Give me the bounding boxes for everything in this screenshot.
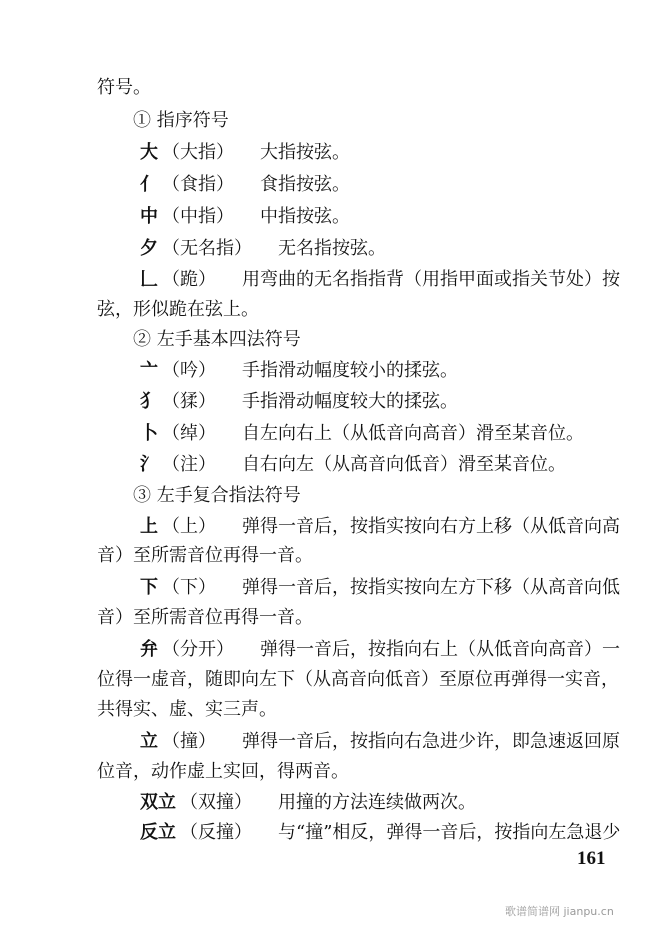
- text-line: 共得实、虚、实三声。: [97, 699, 277, 720]
- symbol-name: （食指）: [162, 174, 234, 195]
- fingering-symbol: 反立: [140, 822, 176, 843]
- section-heading: ① 指序符号: [133, 110, 229, 131]
- fingering-symbol: 夕: [140, 238, 158, 259]
- fingering-symbol: 上: [140, 516, 158, 537]
- symbol-name: （跪）: [162, 269, 216, 290]
- fingering-entry: [140, 140, 650, 166]
- symbol-description: 弹得一音后，按指向右上（从低音向高音）一: [260, 639, 620, 660]
- symbol-description: 食指按弦。: [260, 174, 350, 195]
- text-line: 位得一虚音，随即向左下（从高音向低音）至原位再弹得一实音，: [97, 669, 619, 690]
- symbol-description: 手指滑动幅度较大的揉弦。: [242, 391, 458, 412]
- symbol-description: 手指滑动幅度较小的揉弦。: [242, 360, 458, 381]
- symbol-description: 与“撞”相反，弹得一音后，按指向左急退少: [278, 822, 621, 843]
- fingering-symbol: 立: [140, 731, 158, 752]
- symbol-description: 大指按弦。: [260, 142, 350, 163]
- fingering-entry: [140, 421, 650, 447]
- section-heading: ③ 左手复合指法符号: [133, 485, 301, 506]
- fingering-entry: [140, 358, 650, 384]
- symbol-name: （撞）: [162, 731, 216, 752]
- symbol-description: 自左向右上（从低音向高音）滑至某音位。: [242, 423, 584, 444]
- fingering-entry: [140, 452, 650, 478]
- fingering-entry: [140, 790, 650, 816]
- symbol-name: （注）: [162, 454, 216, 475]
- fingering-entry: [140, 575, 650, 601]
- symbol-name: （中指）: [162, 206, 234, 227]
- fingering-symbol: 亠: [140, 360, 158, 381]
- fingering-entry: [140, 172, 650, 198]
- symbol-description: 用撞的方法连续做两次。: [278, 792, 476, 813]
- symbol-description: 弹得一音后，按指实按向右方上移（从低音向高: [242, 516, 620, 537]
- fingering-symbol: 卜: [140, 423, 158, 444]
- fingering-symbol: 大: [140, 142, 158, 163]
- symbol-name: （上）: [162, 516, 216, 537]
- text-line: 弦，形似跪在弦上。: [97, 299, 259, 320]
- text-line: 位音，动作虚上实回，得两音。: [97, 761, 349, 782]
- fingering-entry: [140, 820, 650, 846]
- symbol-name: （反撞）: [180, 822, 252, 843]
- fingering-symbol: 下: [140, 577, 158, 598]
- fingering-entry: [140, 729, 650, 755]
- symbol-description: 中指按弦。: [260, 206, 350, 227]
- fingering-entry: [140, 204, 650, 230]
- fingering-entry: [140, 389, 650, 415]
- fingering-symbol: 氵: [140, 454, 158, 475]
- fingering-symbol: 亻: [140, 174, 158, 195]
- symbol-description: 用弯曲的无名指指背（用指甲面或指关节处）按: [242, 269, 620, 290]
- symbol-description: 无名指按弦。: [278, 238, 386, 259]
- symbol-name: （绰）: [162, 423, 216, 444]
- fingering-symbol: 中: [140, 206, 158, 227]
- symbol-name: （吟）: [162, 360, 216, 381]
- fingering-entry: [140, 236, 650, 262]
- fingering-symbol: 𠃊: [140, 269, 158, 290]
- text-line: 音）至所需音位再得一音。: [97, 607, 313, 628]
- fingering-entry: [140, 514, 650, 540]
- page-number: 161: [577, 848, 606, 869]
- symbol-name: （双撞）: [180, 792, 252, 813]
- symbol-name: （猱）: [162, 391, 216, 412]
- fingering-symbol: 双立: [140, 792, 176, 813]
- symbol-name: （无名指）: [162, 238, 252, 259]
- symbol-description: 弹得一音后，按指实按向左方下移（从高音向低: [242, 577, 620, 598]
- symbol-description: 自右向左（从高音向低音）滑至某音位。: [242, 454, 566, 475]
- text-line: 音）至所需音位再得一音。: [97, 545, 313, 566]
- fingering-symbol: 弁: [140, 639, 158, 660]
- fingering-entry: [140, 267, 650, 293]
- fingering-entry: [140, 637, 650, 663]
- fingering-symbol: 犭: [140, 391, 158, 412]
- symbol-name: （下）: [162, 577, 216, 598]
- site-watermark: 歌谱简谱网 jianpu.cn: [505, 905, 614, 918]
- symbol-description: 弹得一音后，按指向右急进少许，即急速返回原: [242, 731, 620, 752]
- symbol-name: （大指）: [162, 142, 234, 163]
- symbol-name: （分开）: [162, 639, 234, 660]
- text-line: 符号。: [97, 77, 151, 98]
- section-heading: ② 左手基本四法符号: [133, 329, 301, 350]
